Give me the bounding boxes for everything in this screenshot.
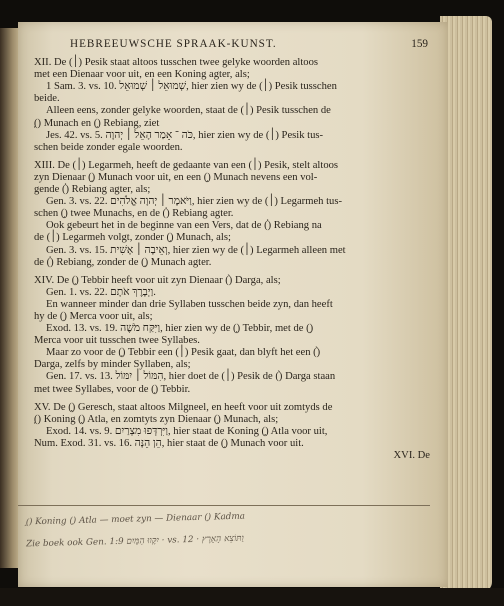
text-line: Darga, zelfs by minder Syllaben, als; <box>34 359 191 371</box>
catchword: XVI. De <box>393 450 430 461</box>
text-line: 1 Sam. 3. vs. 10. שְׁמוּאֵל ׀ שְׁמוּאֵל, hier zien wy de (׀) Pesik tusschen <box>46 81 337 93</box>
text-line: met een Dienaar voor uit, en een Koning agter, als; <box>34 69 250 81</box>
text-line: hy de (֥) Merca voor uit, als; <box>34 310 153 322</box>
running-header <box>34 38 438 50</box>
page-text <box>34 38 438 548</box>
book-bottom-shadow <box>0 588 504 606</box>
text-line: Exod. 14. vs. 9. וַיִּרְדְּפוּ מִצְרַיִם, hier staat de Koning (֑) Atla voor uit, <box>46 425 328 437</box>
text-line: Merca voor uit tusschen twee Syllabes. <box>34 335 200 347</box>
text-line: schen (֣) twee Munachs, en de (֗) Rebiang agter. <box>34 208 234 220</box>
text-line: En wanneer minder dan drie Syllaben tusschen beide zyn, dan heeft <box>46 298 333 310</box>
text-line: (֣) Munach en (֤) Rebiang, ziet <box>34 117 160 129</box>
handwritten-note: (֑) Koning (֑) Atla — moet zyn — Dienaar (֣) Kadma <box>25 511 246 528</box>
note-rule <box>18 505 430 506</box>
text-line: zyn Dienaar (֣) Munach voor uit, en een (֣) Munach nevens een vol- <box>34 171 318 183</box>
text-line: XIV. De (֤) Tebbir heeft voor uit zyn Dienaar (֨) Darga, als; <box>34 274 281 286</box>
text-line: Gen. 3. vs. 22. וַיֹּאמֶר ׀ יְהוָה אֱלֹהִים, hier zien wy de (׀) Legarmeh tus- <box>46 196 342 208</box>
text-line: schen beide zonder egale woorden. <box>34 141 183 153</box>
text-line: Ook gebeurt het in de beginne van een Vers, dat de (֗) Rebiang na <box>46 220 322 232</box>
page-number: 159 <box>411 38 428 50</box>
text-line: Exod. 13. vs. 19. וַיִּקַּח מֹשֶׁה, hier zien wy de (֤) Tebbir, met de (֥) <box>46 323 314 335</box>
text-line: Alleen eens, zonder gelyke woorden, staat de (׀) Pesik tusschen de <box>46 105 331 117</box>
text-line: gende (֗) Rebiang agter, als; <box>34 184 151 196</box>
gutter-shadow <box>0 28 18 568</box>
running-title: HEBREEUWSCHE SPRAAK-KUNST. <box>70 38 277 50</box>
text-line: Gen. 1. vs. 22. וַיְבָרֶךְ אֹתָם. <box>46 286 156 298</box>
text-line: de (׀) Legarmeh volgt, zonder (֣) Munach, als; <box>34 232 231 244</box>
text-line: XV. De (֑) Geresch, staat altoos Milgneel, en heeft voor uit zomtyds de <box>34 401 333 413</box>
text-line: beide. <box>34 93 60 105</box>
text-line: XII. De (׀) Pesik staat altoos tusschen twee gelyke woorden altoos <box>34 57 318 69</box>
text-line: Maar zo voor de (֤) Tebbir een (׀) Pesik gaat, dan blyft het een (֨) <box>46 347 321 359</box>
text-line: Jes. 42. vs. 5. כֹּה ־ אָמַר הָאֵל ׀ יְהוָה, hier zien wy de (׀) Pesik tus- <box>46 129 324 141</box>
text-line: Gen. 3. vs. 15. וְאֵיבָה ׀ אָשִׁית, hier zien wy de (׀) Legarmeh alleen met <box>46 244 346 256</box>
text-line: (֑) Koning (֑) Atla, en zomtyts zyn Dienaar (֣) Munach, als; <box>34 413 279 425</box>
text-line: de (֗) Rebiang, zonder de (֣) Munach agter. <box>34 256 212 268</box>
handwritten-note: Zie boek ook Gen. 1:9 יִקָּווּ הַמַּיִם · vs. 12 · וַתּוֹצֵא הָאָרֶץ <box>25 533 244 550</box>
text-line: met twee Syllabes, voor de (֤) Tebbir. <box>34 383 191 395</box>
text-line: XIII. De (׀) Legarmeh, heeft de gedaante van een (׀) Pesik, stelt altoos <box>34 159 339 171</box>
text-line: Gen. 17. vs. 13. הִמּוֹל ׀ יִמּוֹל, hier doet de (׀) Pesik de (֨) Darga staan <box>46 371 336 383</box>
text-line: Num. Exod. 31. vs. 16. הֵן הֵנָּה, hier staat de (֣) Munach voor uit. <box>34 437 304 449</box>
